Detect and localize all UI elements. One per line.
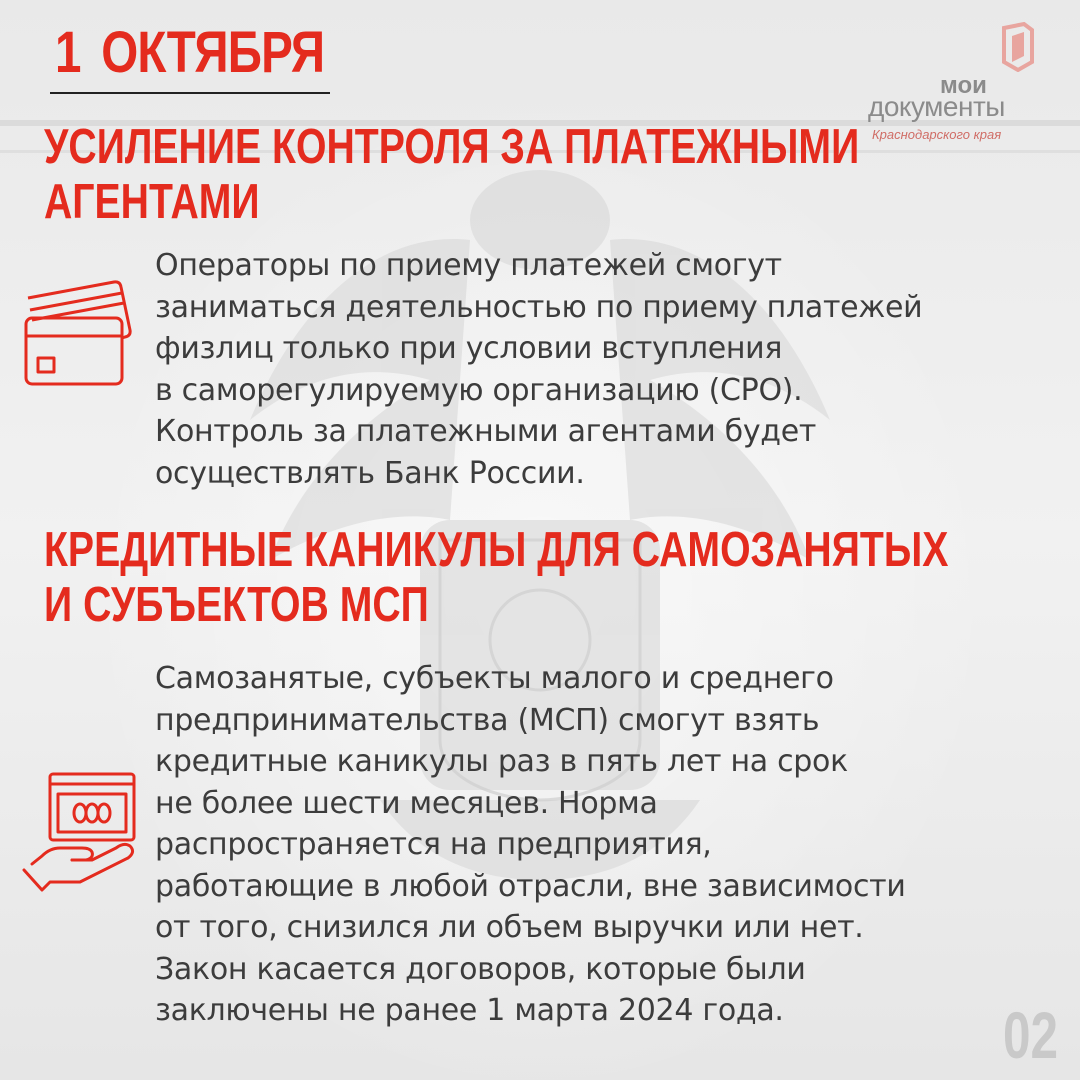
section2-body-line: Самозанятые, субъекты малого и среднего: [155, 661, 834, 696]
money-in-hand-icon: [20, 770, 140, 900]
logo-line2: документы: [868, 91, 1005, 122]
logo-mark-icon: [998, 22, 1038, 72]
section2-body-line: Закон касается договоров, которые были: [155, 951, 806, 987]
logo-line3: Краснодарского края: [872, 127, 1002, 142]
section1-body-line: осуществлять Банк России.: [155, 455, 585, 491]
section1-body-line: в саморегулируемую организацию (СРО).: [155, 372, 803, 408]
section1-title-line: АГЕНТАМИ: [44, 175, 260, 229]
section2-body-line: кредитные каникулы раз в пять лет на срок: [155, 744, 848, 779]
date-heading: [55, 18, 324, 88]
section2-title: [44, 523, 949, 633]
logo-line1: мои: [940, 72, 987, 99]
section1-body-line: физлиц только при условии вступления: [155, 331, 783, 366]
section2-body-line: распространяется на предприятия,: [155, 827, 712, 862]
section2-title-line: И СУБЪЕКТОВ МСП: [44, 578, 429, 632]
section1-title-line: УСИЛЕНИЕ КОНТРОЛЯ ЗА ПЛАТЕЖНЫМИ: [44, 120, 860, 174]
date-month: ОКТЯБРЯ: [101, 20, 325, 85]
page-number: 02: [1003, 998, 1059, 1072]
credit-cards-icon: [22, 278, 134, 388]
section2-body-line: предпринимательства (МСП) смогут взять: [155, 702, 820, 738]
section2-body: [155, 658, 906, 1032]
section2-title-line: КРЕДИТНЫЕ КАНИКУЛЫ ДЛЯ САМОЗАНЯТЫХ: [44, 523, 949, 577]
section1-body-line: Контроль за платежными агентами будет: [155, 414, 817, 449]
section1-body-line: Операторы по приему платежей смогут: [155, 248, 782, 283]
section2-body-line: не более шести месяцев. Норма: [155, 785, 658, 821]
section1-body: [155, 245, 922, 494]
section1-title: [44, 120, 924, 230]
section2-body-line: работающие в любой отрасли, вне зависимости: [155, 868, 906, 904]
section2-body-line: заключены не ранее 1 марта 2024 года.: [155, 993, 784, 1028]
section2-body-line: от того, снизился ли объем выручки или нет.: [155, 910, 864, 945]
date-underline: [50, 92, 330, 94]
date-day: 1: [55, 20, 81, 85]
section1-body-line: заниматься деятельностью по приему платежей: [155, 289, 923, 325]
